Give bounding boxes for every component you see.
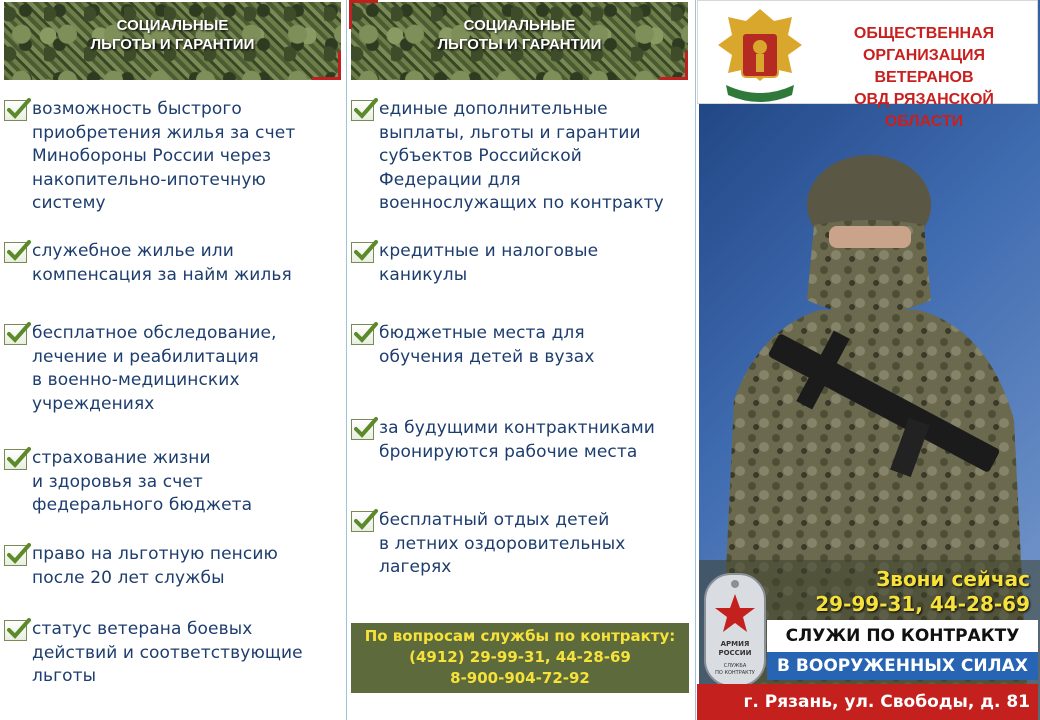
- contact-phone-mobile: 8-900-904-72-92: [450, 669, 590, 687]
- checkbox-icon: [4, 620, 27, 641]
- contact-heading: По вопросам службы по контракту:: [364, 627, 676, 645]
- benefit-text: служебное жилье или компенсация за найм жилья: [32, 241, 292, 285]
- checkbox-icon: [4, 100, 27, 121]
- veterans-emblem-icon: [712, 5, 808, 105]
- tag-sub-text-line2: ПО КОНТРАКТУ: [715, 670, 755, 676]
- tag-army-text-line2: РОССИИ: [718, 649, 752, 657]
- benefit-text: единые дополнительные выплаты, льготы и гарантии субъектов Российской Федерации для военнослужащих по контракту: [379, 99, 664, 213]
- contact-box: [351, 623, 689, 693]
- org-title: ОБЩЕСТВЕННАЯ ОРГАНИЗАЦИЯ ВЕТЕРАНОВ ОВД РЯЗАНСКОЙ ОБЛАСТИ: [853, 25, 995, 130]
- checkbox-icon: [351, 242, 374, 263]
- checkbox-icon: [351, 511, 374, 532]
- tag-sub-text-line1: СЛУЖБА: [723, 663, 747, 669]
- benefit-text: бюджетные места для обучения детей в вузах: [379, 323, 595, 367]
- benefit-text: статус ветерана боевых действий и соответствующие льготы: [32, 619, 303, 686]
- call-now-text: Звони сейчас: [876, 567, 1030, 591]
- checkbox-icon: [4, 242, 27, 263]
- right-column: [697, 0, 1040, 720]
- left-column: [0, 0, 345, 720]
- checkbox-icon: [351, 324, 374, 345]
- checkbox-icon: [351, 100, 374, 121]
- benefit-text: право на льготную пенсию после 20 лет службы: [32, 544, 278, 588]
- benefit-text: страхование жизни и здоровья за счет федерального бюджета: [32, 448, 253, 515]
- middle-banner-title: СОЦИАЛЬНЫЕ ЛЬГОТЫ И ГАРАНТИИ: [437, 17, 602, 53]
- benefit-text: бесплатное обследование, лечение и реабилитация в военно-медицинских учреждениях: [32, 323, 277, 414]
- org-header: [697, 0, 1038, 130]
- middle-banner: [351, 2, 688, 80]
- middle-column: [346, 0, 696, 720]
- left-banner: [4, 2, 341, 80]
- benefit-text: за будущими контрактниками бронируются рабочие места: [379, 418, 655, 462]
- checkbox-icon: [351, 419, 374, 440]
- benefit-text: бесплатный отдых детей в летних оздоровительных лагерях: [379, 510, 626, 577]
- checkbox-icon: [4, 449, 27, 470]
- serve-contract-banner: СЛУЖИ ПО КОНТРАКТУ: [767, 620, 1038, 652]
- call-phones: 29-99-31, 44-28-69: [815, 592, 1030, 616]
- tag-army-text-line1: АРМИЯ: [720, 640, 750, 648]
- address-bar: г. Рязань, ул. Свободы, д. 81: [697, 684, 1038, 720]
- contact-phone-landline: (4912) 29-99-31, 44-28-69: [409, 648, 631, 666]
- left-banner-title: СОЦИАЛЬНЫЕ ЛЬГОТЫ И ГАРАНТИИ: [90, 17, 255, 53]
- benefit-text: кредитные и налоговые каникулы: [379, 241, 599, 285]
- checkbox-icon: [4, 324, 27, 345]
- army-tag-icon: [703, 572, 767, 688]
- checkbox-icon: [4, 545, 27, 566]
- benefit-text: возможность быстрого приобретения жилья за счет Минобороны России через накопительно-ипотечную систему: [32, 99, 296, 213]
- armed-forces-banner: В ВООРУЖЕННЫХ СИЛАХ: [767, 652, 1038, 680]
- banner-corner: [312, 51, 341, 80]
- banner-corner: [659, 51, 688, 80]
